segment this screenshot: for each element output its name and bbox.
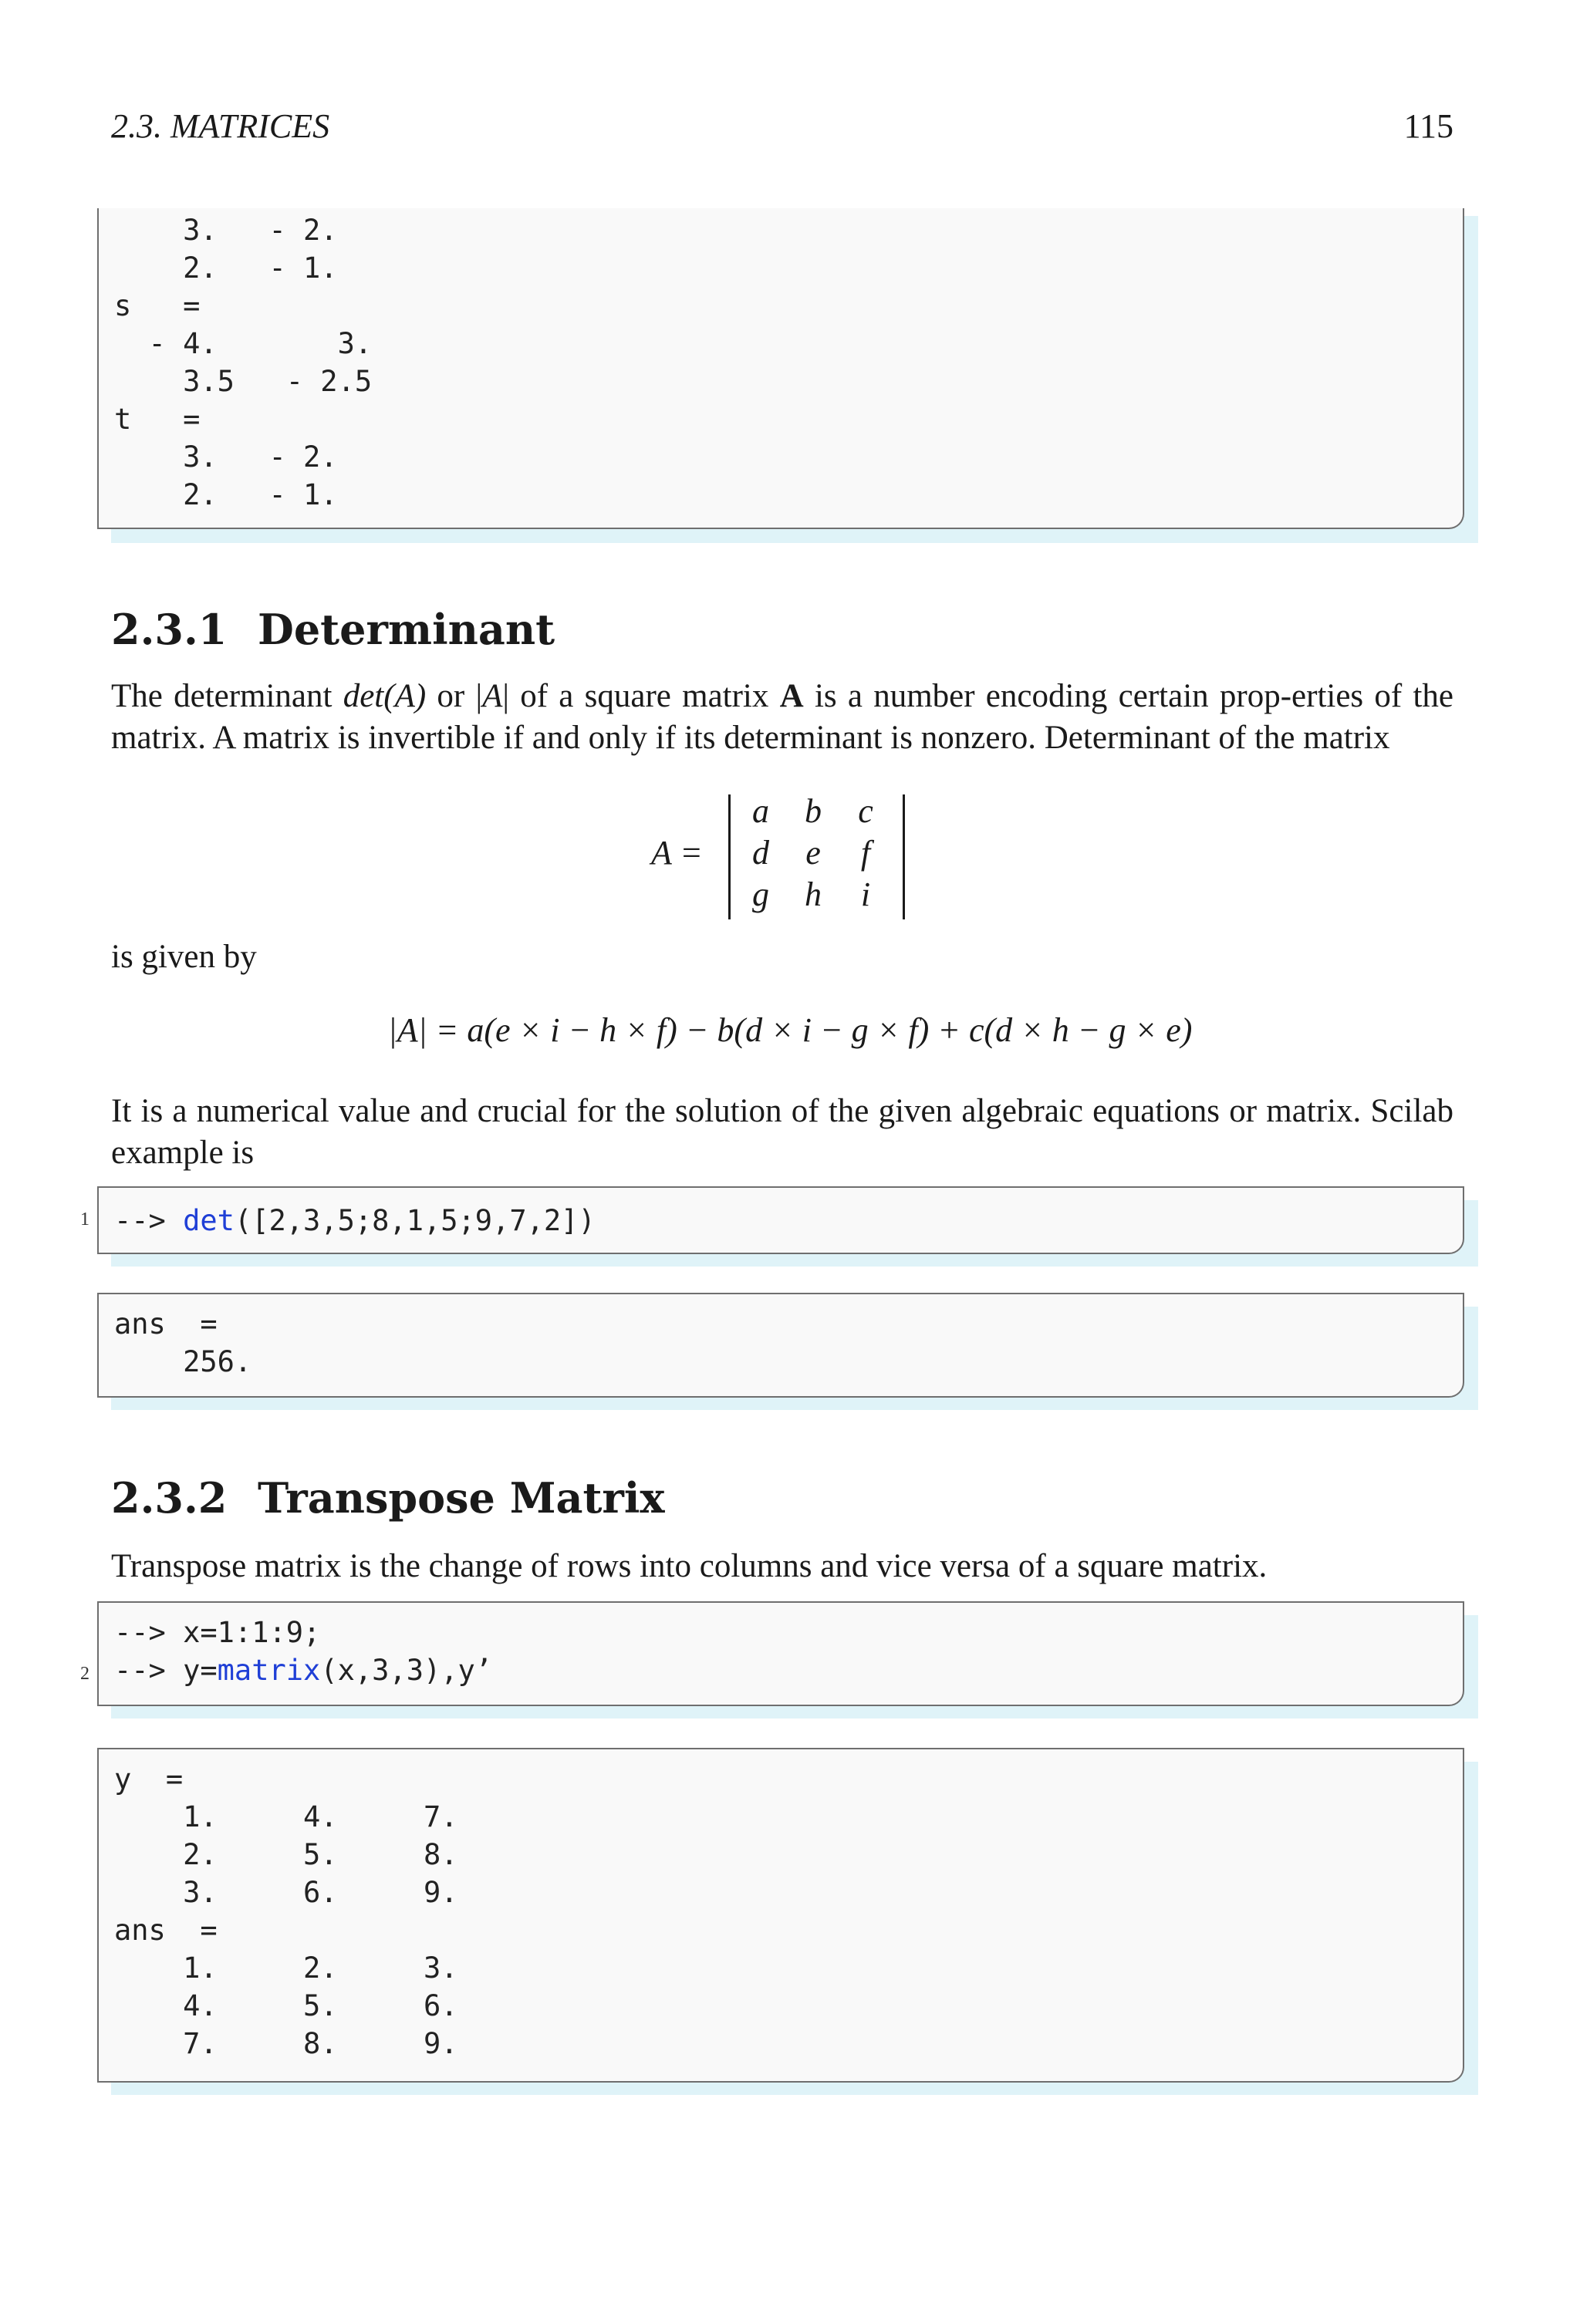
output-line: 7. 8. 9. xyxy=(114,2027,458,2060)
code-text: --> y= xyxy=(114,1654,218,1687)
math-det: det(A) xyxy=(343,678,427,714)
output-line: 3. - 2. xyxy=(114,440,338,474)
section-number: 2.3.1 xyxy=(111,605,228,654)
output-line: t = xyxy=(114,403,201,436)
running-title: 2.3. MATRICES xyxy=(111,107,330,145)
output-line: y = xyxy=(114,1762,184,1796)
output-line: 2. - 1. xyxy=(114,478,338,511)
running-head xyxy=(111,106,1453,146)
output-line: 256. xyxy=(114,1345,252,1378)
paragraph-numerical-value: It is a numerical value and crucial for the solution of the given algebraic equations or matrix. Scilab example is xyxy=(111,1093,1453,1171)
output-line: 3.5 - 2.5 xyxy=(114,365,373,398)
matrix-cell: a xyxy=(752,792,769,830)
code-args: ([2,3,5;8,1,5;9,7,2]) xyxy=(234,1204,596,1237)
matrix-cell: e xyxy=(805,834,821,872)
text-run: is a number encoding certain prop-erties of the matrix. A matrix is invertible if and only if its determinant is nonzero. Determinant of the matrix xyxy=(111,678,1454,756)
text-run: The determinant xyxy=(111,678,343,714)
keyword-det: det xyxy=(183,1204,235,1237)
paragraph-determinant-intro xyxy=(111,676,1453,759)
paragraph-transpose: Transpose matrix is the change of rows into columns and vice versa of a square matrix. xyxy=(111,1548,1268,1584)
section-title: Determinant xyxy=(258,605,555,654)
output-box-transpose xyxy=(97,1748,1464,2083)
text-run: | of a square matrix xyxy=(502,678,780,714)
code-box-det xyxy=(97,1186,1464,1254)
bold-matrix-A: A xyxy=(779,678,804,714)
section-number: 2.3.2 xyxy=(111,1473,228,1523)
output-line: ans = xyxy=(114,1914,218,1947)
output-line: 2. - 1. xyxy=(114,251,338,285)
matrix-cell: b xyxy=(805,792,822,830)
matrix-cell: d xyxy=(752,834,769,872)
code-line: --> x=1:1:9; xyxy=(114,1616,321,1649)
code-text: (x,3,3),y’ xyxy=(320,1654,493,1687)
output-line: 1. 2. 3. xyxy=(114,1951,458,1985)
output-line: ans = xyxy=(114,1307,218,1341)
output-line: s = xyxy=(114,289,201,322)
output-line: 1. 4. 7. xyxy=(114,1800,458,1833)
code-box-transpose xyxy=(97,1601,1464,1706)
matrix-lhs: A = xyxy=(651,834,703,872)
determinant-formula: |A| = a(e × i − h × f) − b(d × i − g × f) + c(d × h − g × e) xyxy=(387,1011,1193,1049)
keyword-matrix: matrix xyxy=(217,1654,321,1687)
output-line: 4. 5. 6. xyxy=(114,1989,458,2022)
math-A: A xyxy=(482,678,503,714)
code-line xyxy=(114,1202,596,1240)
text-run: or | xyxy=(426,678,483,714)
line-number: 2 xyxy=(80,1664,89,1684)
prompt: --> xyxy=(114,1204,184,1237)
matrix-cell: h xyxy=(805,875,822,913)
det-bar-left xyxy=(728,794,731,919)
section-heading-determinant xyxy=(111,605,555,654)
matrix-cell: g xyxy=(752,875,769,913)
output-box-det xyxy=(97,1293,1464,1398)
output-line: - 4. 3. xyxy=(114,327,373,360)
matrix-cell: f xyxy=(860,834,871,872)
output-box-top xyxy=(97,208,1464,529)
line-number: 1 xyxy=(80,1209,89,1229)
det-bar-right xyxy=(903,794,905,919)
section-title: Transpose Matrix xyxy=(258,1473,665,1523)
output-line: 3. 6. 9. xyxy=(114,1876,458,1909)
output-line: 2. 5. 8. xyxy=(114,1838,458,1871)
output-line: 3. - 2. xyxy=(114,214,338,247)
section-heading-transpose xyxy=(111,1473,665,1523)
code-line xyxy=(114,1651,492,1689)
matrix-cell: c xyxy=(858,792,873,830)
page-number: 115 xyxy=(1403,107,1453,145)
paragraph-given-by: is given by xyxy=(111,939,257,975)
matrix-cell: i xyxy=(860,875,871,913)
